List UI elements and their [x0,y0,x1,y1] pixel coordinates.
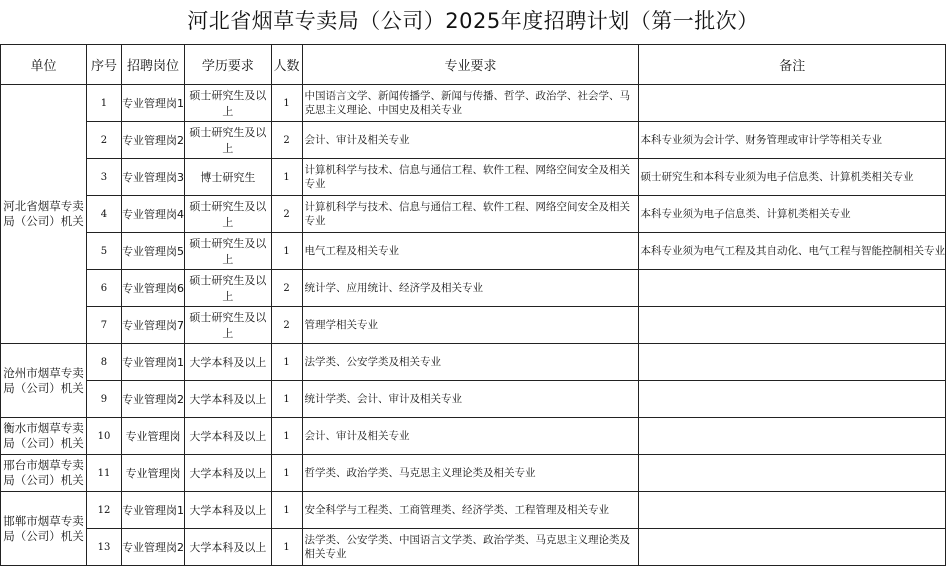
education-cell: 大学本科及以上 [185,455,272,492]
note-cell: 本科专业须为会计学、财务管理或审计学等相关专业 [639,122,946,159]
education-cell: 大学本科及以上 [185,492,272,529]
major-cell: 统计学、应用统计、经济学及相关专业 [302,270,639,307]
table-row [1,529,946,566]
position-cell: 专业管理岗 [121,455,184,492]
count-cell: 1 [271,381,302,418]
table-row [1,492,946,529]
note-cell [639,307,946,344]
major-cell: 哲学类、政治学类、马克思主义理论类及相关专业 [302,455,639,492]
recruitment-table [0,44,946,566]
major-cell: 会计、审计及相关专业 [302,418,639,455]
position-cell: 专业管理岗5 [121,233,184,270]
seq-cell: 4 [87,196,122,233]
major-cell: 安全科学与工程类、工商管理类、经济学类、工程管理及相关专业 [302,492,639,529]
education-cell: 硕士研究生及以上 [185,233,272,270]
education-cell: 硕士研究生及以上 [185,270,272,307]
table-row [1,233,946,270]
unit-cell: 沧州市烟草专卖局（公司）机关 [1,344,87,418]
header-count: 人数 [271,45,302,85]
major-cell: 计算机科学与技术、信息与通信工程、软件工程、网络空间安全及相关专业 [302,196,639,233]
seq-cell: 7 [87,307,122,344]
position-cell: 专业管理岗6 [121,270,184,307]
unit-cell: 衡水市烟草专卖局（公司）机关 [1,418,87,455]
header-unit: 单位 [1,45,87,85]
note-cell [639,270,946,307]
note-cell [639,455,946,492]
count-cell: 2 [271,122,302,159]
education-cell: 大学本科及以上 [185,344,272,381]
note-cell [639,344,946,381]
major-cell: 电气工程及相关专业 [302,233,639,270]
seq-cell: 13 [87,529,122,566]
table-row [1,159,946,196]
table-row [1,455,946,492]
major-cell: 中国语言文学、新闻传播学、新闻与传播、哲学、政治学、社会学、马克思主义理论、中国史及相关专业 [302,85,639,122]
table-row [1,270,946,307]
table-header-row [1,45,946,85]
seq-cell: 8 [87,344,122,381]
education-cell: 博士研究生 [185,159,272,196]
seq-cell: 6 [87,270,122,307]
count-cell: 1 [271,85,302,122]
page-title: 河北省烟草专卖局（公司）2025年度招聘计划（第一批次） [187,9,759,33]
education-cell: 大学本科及以上 [185,529,272,566]
seq-cell: 5 [87,233,122,270]
unit-cell: 河北省烟草专卖局（公司）机关 [1,85,87,344]
note-cell [639,492,946,529]
count-cell: 1 [271,455,302,492]
table-row [1,196,946,233]
header-education: 学历要求 [185,45,272,85]
position-cell: 专业管理岗3 [121,159,184,196]
position-cell: 专业管理岗2 [121,122,184,159]
count-cell: 2 [271,307,302,344]
seq-cell: 11 [87,455,122,492]
education-cell: 硕士研究生及以上 [185,196,272,233]
seq-cell: 9 [87,381,122,418]
note-cell [639,381,946,418]
table-row [1,122,946,159]
table-row [1,344,946,381]
note-cell: 硕士研究生和本科专业须为电子信息类、计算机类相关专业 [639,159,946,196]
education-cell: 硕士研究生及以上 [185,85,272,122]
seq-cell: 10 [87,418,122,455]
note-cell [639,85,946,122]
unit-cell: 邯郸市烟草专卖局（公司）机关 [1,492,87,566]
position-cell: 专业管理岗7 [121,307,184,344]
header-major: 专业要求 [302,45,639,85]
position-cell: 专业管理岗1 [121,492,184,529]
note-cell: 本科专业须为电气工程及其自动化、电气工程与智能控制相关专业 [639,233,946,270]
seq-cell: 3 [87,159,122,196]
table-row [1,85,946,122]
count-cell: 2 [271,270,302,307]
table-row [1,418,946,455]
major-cell: 统计学类、会计、审计及相关专业 [302,381,639,418]
education-cell: 大学本科及以上 [185,381,272,418]
count-cell: 1 [271,159,302,196]
seq-cell: 12 [87,492,122,529]
seq-cell: 1 [87,85,122,122]
table-row [1,307,946,344]
major-cell: 计算机科学与技术、信息与通信工程、软件工程、网络空间安全及相关专业 [302,159,639,196]
education-cell: 硕士研究生及以上 [185,122,272,159]
header-position: 招聘岗位 [121,45,184,85]
count-cell: 1 [271,492,302,529]
major-cell: 会计、审计及相关专业 [302,122,639,159]
header-note: 备注 [639,45,946,85]
position-cell: 专业管理岗1 [121,85,184,122]
count-cell: 2 [271,196,302,233]
table-row [1,381,946,418]
education-cell: 大学本科及以上 [185,418,272,455]
major-cell: 法学类、公安学类、中国语言文学类、政治学类、马克思主义理论类及相关专业 [302,529,639,566]
position-cell: 专业管理岗2 [121,381,184,418]
position-cell: 专业管理岗1 [121,344,184,381]
major-cell: 法学类、公安学类及相关专业 [302,344,639,381]
note-cell [639,418,946,455]
major-cell: 管理学相关专业 [302,307,639,344]
note-cell [639,529,946,566]
position-cell: 专业管理岗 [121,418,184,455]
header-seq: 序号 [87,45,122,85]
count-cell: 1 [271,344,302,381]
count-cell: 1 [271,418,302,455]
count-cell: 1 [271,529,302,566]
note-cell: 本科专业须为电子信息类、计算机类相关专业 [639,196,946,233]
position-cell: 专业管理岗2 [121,529,184,566]
seq-cell: 2 [87,122,122,159]
position-cell: 专业管理岗4 [121,196,184,233]
count-cell: 1 [271,233,302,270]
education-cell: 硕士研究生及以上 [185,307,272,344]
unit-cell: 邢台市烟草专卖局（公司）机关 [1,455,87,492]
